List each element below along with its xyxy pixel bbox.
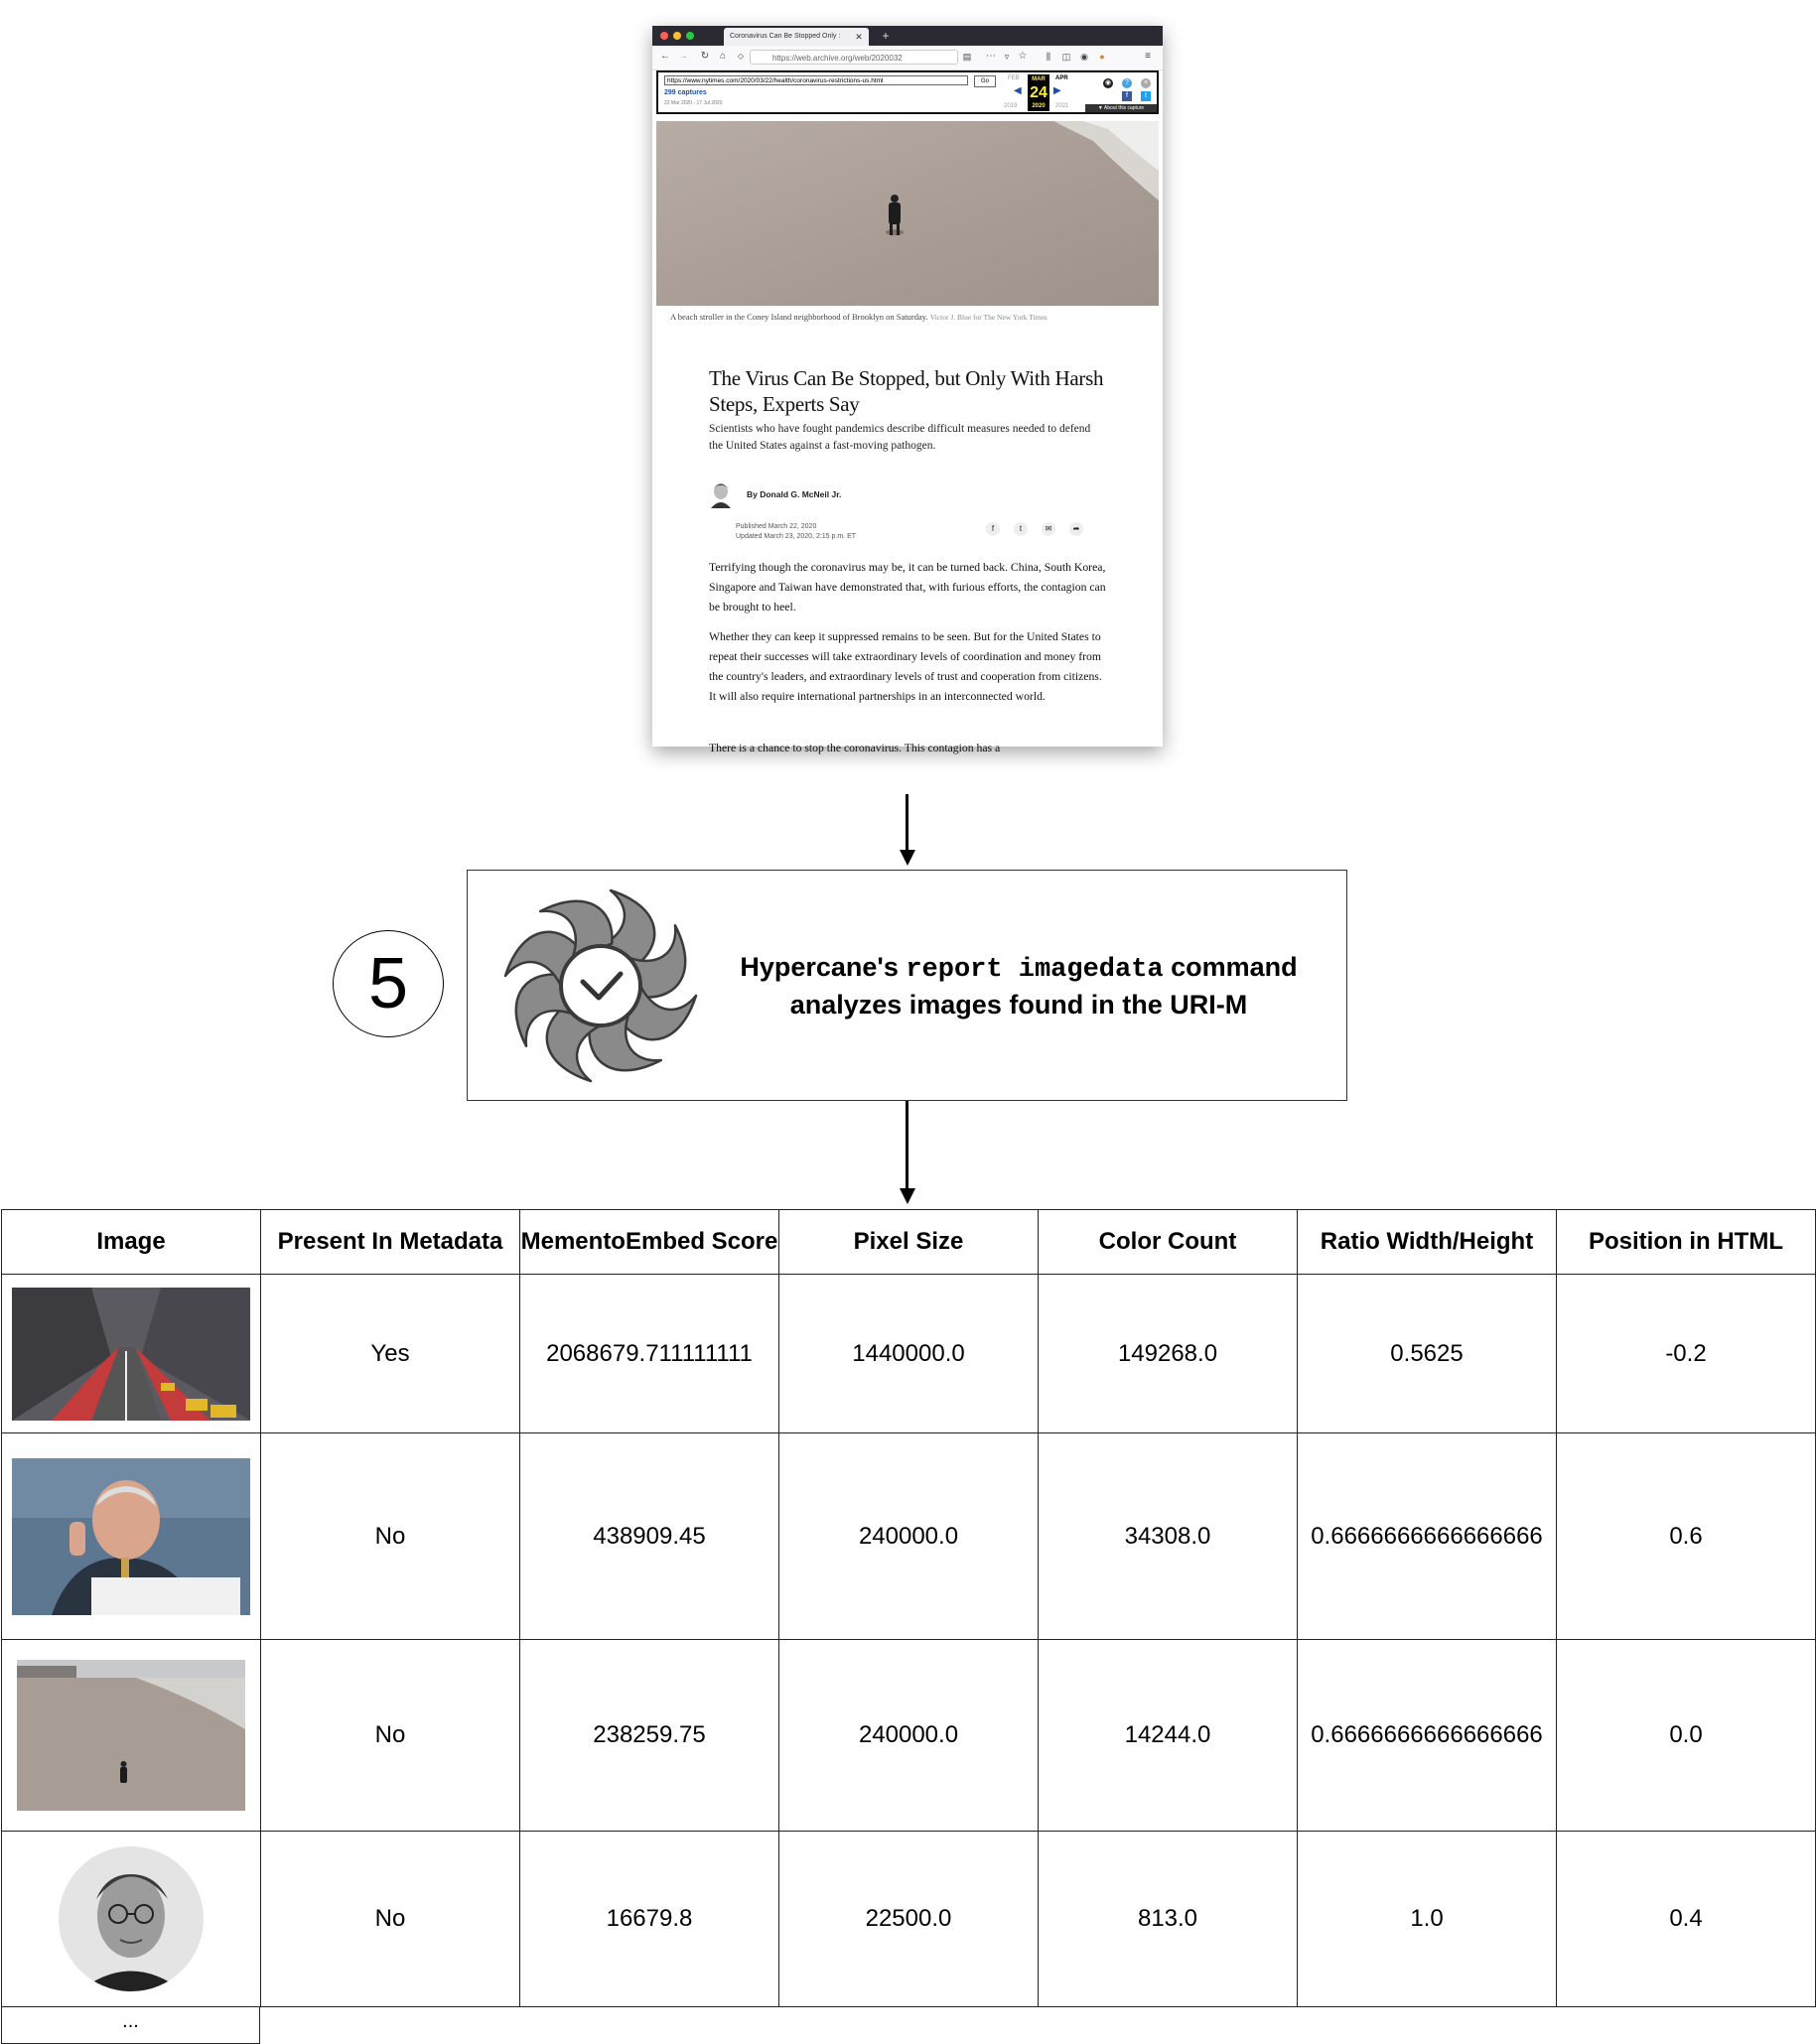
article-paragraph-2: Whether they can keep it suppressed remains to be seen. But for the United States to repeat their successes will take extraordinary levels of coordination and money from the country's leaders, and extraordinary levels of trust and cooperation from citizens. It will also require international partnerships in an interconnected world. — [709, 630, 1102, 703]
present-cell: Yes — [261, 1275, 520, 1433]
account-icon[interactable]: ◉ — [1080, 52, 1088, 62]
maximize-window-icon[interactable] — [686, 32, 694, 40]
browser-navbar — [652, 46, 1163, 70]
wayback-year-next[interactable]: 2021 — [1055, 103, 1069, 109]
table-row — [2, 1275, 1816, 1433]
beach-photo — [17, 1660, 245, 1811]
pixel-size-cell: 240000.0 — [779, 1640, 1039, 1832]
header-position-in-html: Position in HTML — [1557, 1210, 1816, 1275]
article-paragraph-3: There is a chance to stop the coronavirus. This contagion has a — [709, 742, 1001, 754]
color-count-cell: 813.0 — [1039, 1832, 1298, 2007]
header-mementoembed-score: MementoEmbed Score — [520, 1210, 779, 1275]
present-cell: No — [261, 1832, 520, 2007]
position-cell: 0.6 — [1557, 1433, 1816, 1640]
twitter-icon[interactable]: t — [1141, 91, 1151, 101]
step-box — [467, 870, 1347, 1101]
library-icon[interactable]: ⫼ — [1046, 52, 1051, 62]
close-window-icon[interactable] — [660, 32, 668, 40]
browser-screenshot — [652, 26, 1163, 754]
position-cell: -0.2 — [1557, 1275, 1816, 1433]
color-count-cell: 149268.0 — [1039, 1275, 1298, 1433]
image-caption — [670, 311, 1147, 324]
facebook-icon[interactable]: f — [1122, 91, 1132, 101]
pixel-size-cell: 22500.0 — [779, 1832, 1039, 2007]
header-present-in-metadata: Present In Metadata — [261, 1210, 520, 1275]
wayback-next-arrow-icon[interactable]: ▶ — [1053, 85, 1061, 96]
step-text-command: report imagedata — [906, 955, 1164, 985]
image-data-table — [1, 1209, 1816, 2007]
minimize-window-icon[interactable] — [673, 32, 681, 40]
published-date: Published March 22, 2020 — [736, 523, 817, 530]
more-icon[interactable]: ⋯ — [986, 51, 996, 62]
wayback-month-current: MAR — [1028, 74, 1049, 84]
wayback-about-capture[interactable]: ▼ About this capture — [1085, 104, 1157, 112]
table-row — [2, 1832, 1816, 2007]
wayback-close-icon[interactable]: × — [1141, 78, 1151, 88]
wayback-user-icon[interactable]: ◉ — [1104, 79, 1112, 86]
step-description — [711, 950, 1327, 1022]
wayback-year-prev[interactable]: 2019 — [1004, 103, 1018, 109]
browser-tab[interactable]: Coronavirus Can Be Stopped Only : — [724, 28, 869, 46]
table-row — [2, 1433, 1816, 1640]
wayback-year-current: 2020 — [1028, 102, 1049, 111]
arrow-down-2-line — [906, 1100, 908, 1189]
article-paragraph-1: Terrifying though the coronavirus may be, it can be turned back. China, South Korea, Singapore and Taiwan have demonstrated that, with furious efforts, the contagion can be brought to heel. — [709, 561, 1106, 613]
article-dates — [736, 522, 856, 542]
caption-text: A beach stroller in the Coney Island neighborhood of Brooklyn on Saturday. — [670, 312, 928, 322]
hero-beach-image — [656, 121, 1159, 306]
step-text-prefix: Hypercane's — [740, 952, 907, 982]
article-summary: Scientists who have fought pandemics describe difficult measures needed to defend the United States against a fast-moving pathogen. — [709, 423, 1091, 452]
pixel-size-cell: 240000.0 — [779, 1433, 1039, 1640]
wayback-help-icon[interactable]: ? — [1122, 78, 1132, 88]
position-cell: 0.4 — [1557, 1832, 1816, 2007]
article-byline: By Donald G. McNeil Jr. — [747, 489, 842, 499]
speaker-photo — [12, 1458, 250, 1615]
author-avatar — [709, 480, 733, 508]
ratio-cell: 0.6666666666666666 — [1298, 1640, 1557, 1832]
color-count-cell: 34308.0 — [1039, 1433, 1298, 1640]
address-bar[interactable]: https://web.archive.org/web/2020032 — [750, 50, 958, 65]
tab-close-icon[interactable]: ✕ — [855, 32, 863, 42]
back-icon[interactable]: ← — [660, 51, 670, 62]
article-headline: The Virus Can Be Stopped, but Only With Harsh Steps, Experts Say — [709, 366, 1104, 416]
share-arrow-icon[interactable]: ➦ — [1069, 522, 1083, 536]
present-cell: No — [261, 1640, 520, 1832]
twitter-share-icon[interactable]: t — [1014, 522, 1028, 536]
present-cell: No — [261, 1433, 520, 1640]
header-ratio-width-height: Ratio Width/Height — [1298, 1210, 1557, 1275]
header-color-count: Color Count — [1039, 1210, 1298, 1275]
portrait-photo — [57, 1844, 206, 1993]
wayback-go-button[interactable]: Go — [974, 75, 996, 87]
wayback-month-next[interactable]: APR — [1055, 75, 1068, 81]
pixel-size-cell: 1440000.0 — [779, 1275, 1039, 1433]
wayback-day: 24 — [1028, 84, 1049, 102]
color-count-cell: 14244.0 — [1039, 1640, 1298, 1832]
position-cell: 0.0 — [1557, 1640, 1816, 1832]
wayback-prev-arrow-icon[interactable]: ◀ — [1014, 85, 1022, 96]
arrow-down-1-head — [900, 850, 915, 866]
bookmark-star-icon[interactable]: ☆ — [1018, 51, 1028, 62]
browser-titlebar — [652, 26, 1163, 46]
wayback-month-prev[interactable]: FEB — [1008, 75, 1020, 81]
sidebar-icon[interactable]: ◫ — [1061, 52, 1071, 62]
reload-icon[interactable]: ↻ — [700, 51, 710, 62]
step-number: 5 — [333, 930, 444, 1037]
home-icon[interactable]: ⌂ — [719, 51, 727, 62]
wayback-date-range: 22 Mar 2020 - 17 Jul 2020 — [664, 100, 723, 106]
score-cell: 2068679.711111111 — [520, 1275, 779, 1433]
step-text-suffix: command analyzes images found in the URI-M — [789, 952, 1298, 1020]
reader-icon[interactable]: ▤ — [962, 52, 972, 62]
score-cell: 16679.8 — [520, 1832, 779, 2007]
street-photo — [12, 1288, 250, 1421]
facebook-share-icon[interactable]: f — [986, 522, 1000, 536]
image-cell — [2, 1433, 261, 1640]
ratio-cell: 0.6666666666666666 — [1298, 1433, 1557, 1640]
new-tab-button[interactable]: + — [882, 29, 890, 43]
hypercane-logo-icon — [501, 886, 700, 1085]
menu-icon[interactable]: ≡ — [1145, 51, 1151, 62]
arrow-down-1-line — [906, 794, 908, 852]
wayback-url-field[interactable]: https://www.nytimes.com/2020/03/22/health/coronavirus-restrictions-us.html — [664, 75, 968, 85]
wayback-toolbar — [656, 70, 1159, 114]
image-cell — [2, 1275, 261, 1433]
ratio-cell: 1.0 — [1298, 1832, 1557, 2007]
updated-date: Updated March 23, 2020, 2:15 p.m. ET — [736, 533, 857, 540]
header-pixel-size: Pixel Size — [779, 1210, 1039, 1275]
header-image: Image — [2, 1210, 261, 1275]
table-header-row — [2, 1210, 1816, 1275]
table-row — [2, 1640, 1816, 1832]
shield-icon[interactable]: ◇ — [737, 52, 745, 61]
image-cell — [2, 1832, 261, 2007]
image-cell — [2, 1640, 261, 1832]
table-more-rows: ... — [1, 2006, 260, 2044]
email-share-icon[interactable]: ✉ — [1042, 522, 1055, 536]
pocket-icon[interactable]: ▿ — [1004, 52, 1010, 62]
caption-credit: Victor J. Blue for The New York Times — [929, 313, 1048, 322]
score-cell: 438909.45 — [520, 1433, 779, 1640]
ratio-cell: 0.5625 — [1298, 1275, 1557, 1433]
score-cell: 238259.75 — [520, 1640, 779, 1832]
extension-icon[interactable]: ● — [1099, 52, 1105, 62]
forward-icon[interactable]: → — [678, 51, 688, 62]
arrow-down-2-head — [900, 1188, 915, 1204]
wayback-captures-link[interactable]: 299 captures — [664, 89, 707, 96]
